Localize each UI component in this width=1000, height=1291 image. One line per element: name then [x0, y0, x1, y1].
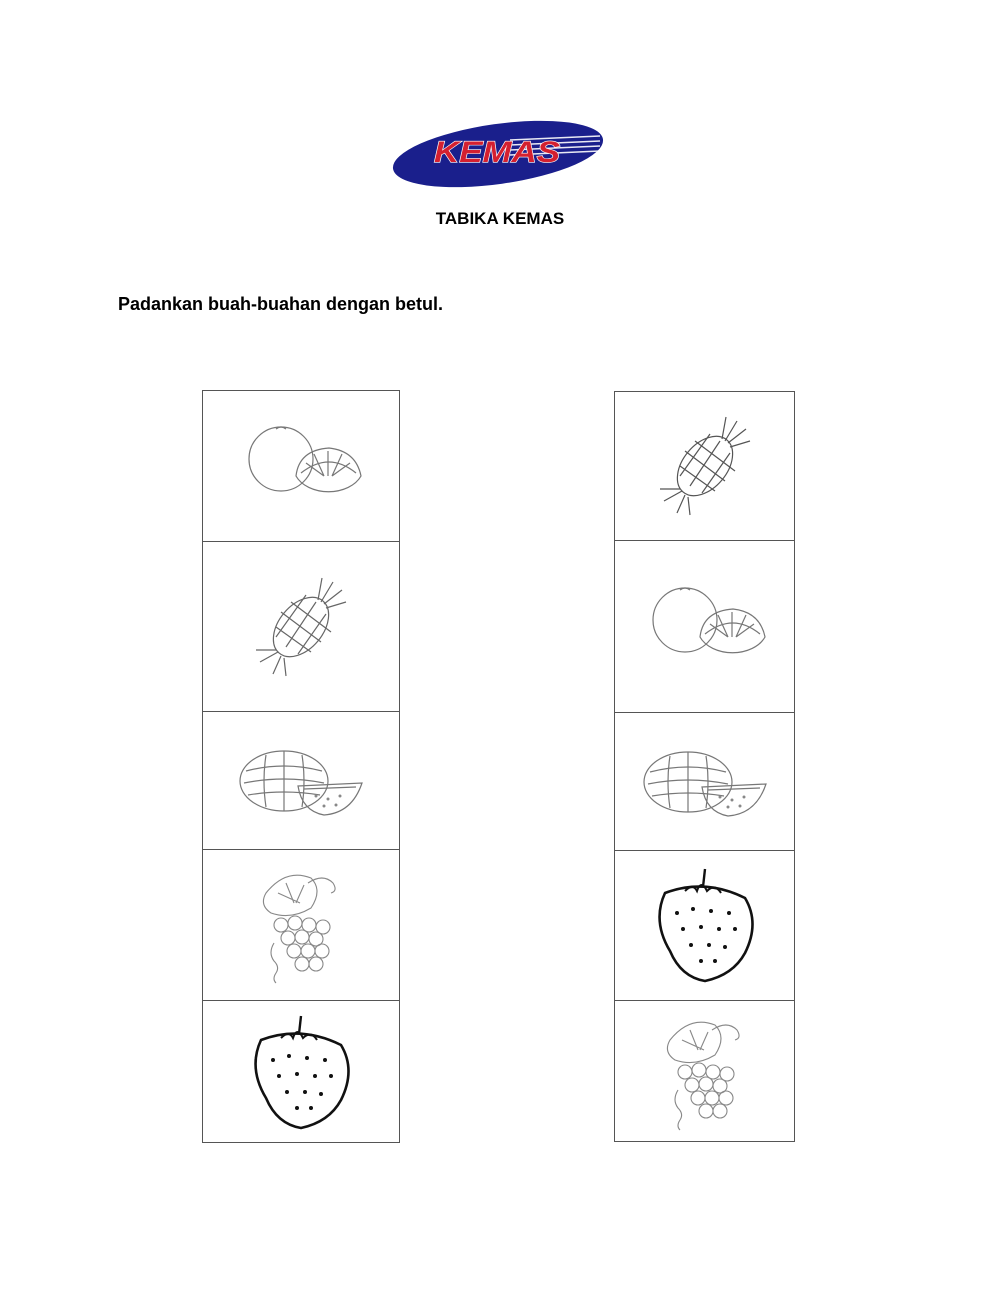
- kemas-logo: [390, 116, 606, 190]
- grapes-icon: [246, 863, 356, 988]
- instruction-text: Padankan buah-buahan dengan betul.: [118, 294, 444, 314]
- right-cell-3[interactable]: [615, 713, 794, 851]
- pineapple-icon: [246, 572, 356, 682]
- left-fruit-column: [202, 390, 400, 1143]
- right-cell-1[interactable]: [615, 392, 794, 541]
- left-cell-5[interactable]: [203, 1001, 399, 1144]
- svg-text:KEMAS: KEMAS: [434, 136, 560, 169]
- left-cell-2[interactable]: [203, 542, 399, 712]
- right-cell-2[interactable]: [615, 541, 794, 713]
- orange-icon: [640, 582, 770, 672]
- right-cell-5[interactable]: [615, 1001, 794, 1143]
- orange-icon: [236, 421, 366, 511]
- strawberry-icon: [241, 1010, 361, 1135]
- right-cell-4[interactable]: [615, 851, 794, 1001]
- grapes-icon: [650, 1010, 760, 1135]
- right-fruit-column: [614, 391, 795, 1142]
- left-cell-1[interactable]: [203, 391, 399, 542]
- pineapple-icon: [650, 411, 760, 521]
- watermelon-icon: [640, 742, 770, 822]
- strawberry-icon: [645, 863, 765, 988]
- watermelon-icon: [236, 741, 366, 821]
- left-cell-3[interactable]: [203, 712, 399, 850]
- page-title: TABIKA KEMAS: [435, 209, 565, 228]
- left-cell-4[interactable]: [203, 850, 399, 1001]
